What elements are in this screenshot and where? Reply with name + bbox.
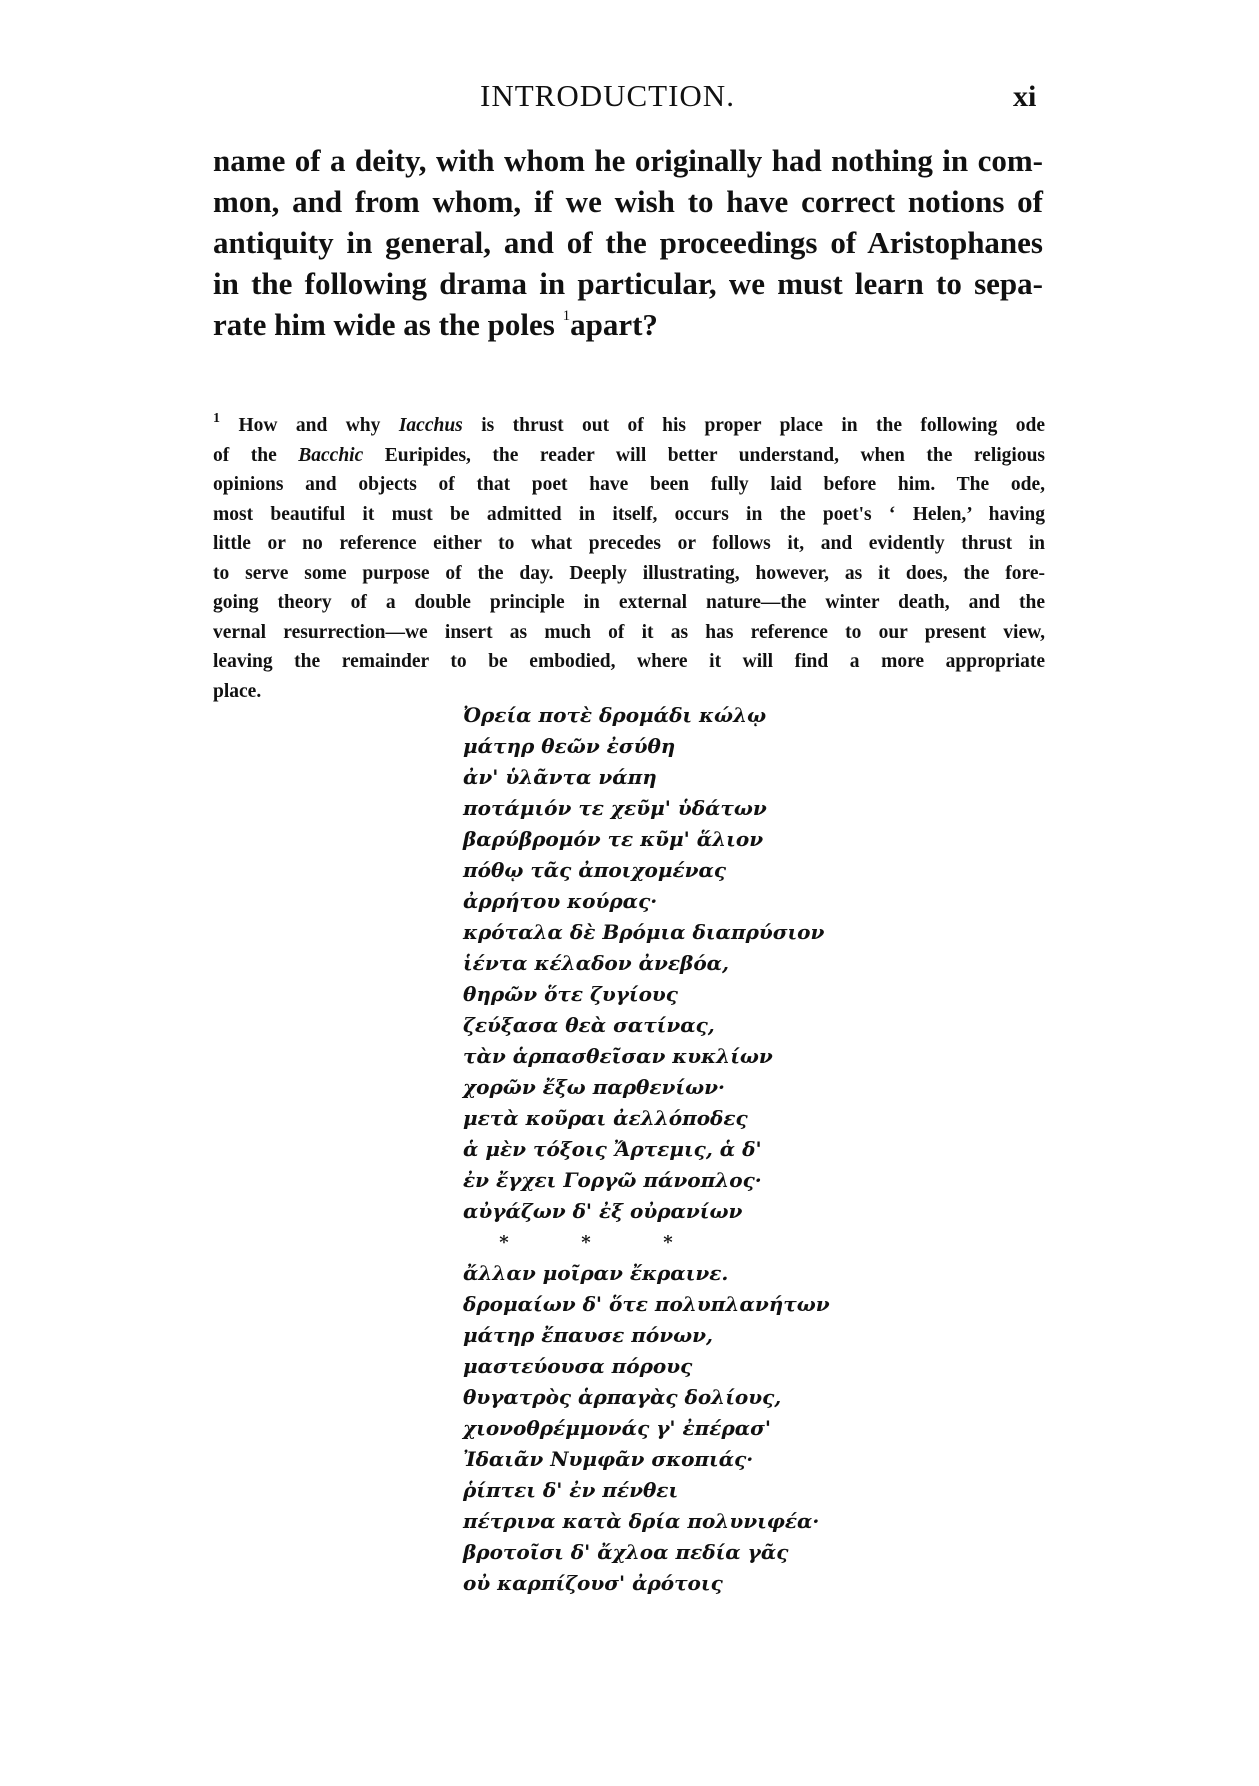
footnote-italic-term: Iacchus [398, 415, 463, 436]
verse-line: ἱέντα κέλαδον ἀνεβόα, [463, 951, 730, 975]
body-line: antiquity in general, and of the proceedings of Aristophanes [213, 225, 1043, 260]
footnote-line: vernal resurrection—we insert as much of it as has reference to our present view, [213, 621, 1045, 643]
footnote-line [213, 441, 1045, 471]
footnote-marker: 1 [213, 410, 220, 426]
verse-line: μάτηρ ἔπαυσε πόνων, [463, 1323, 713, 1347]
body-line: mon, and from whom, if we wish to have correct notions of [213, 184, 1043, 219]
running-title: INTRODUCTION. [480, 78, 735, 113]
verse-omission-asterisks [463, 1227, 983, 1258]
footnote-text: is thrust out of his proper place in the following ode [481, 415, 1046, 436]
footnote-text: Euripides, the reader will better understand, when the religious [384, 444, 1046, 466]
verse-line: ἀρρήτου κούρας· [463, 889, 658, 913]
verse-line: θυγατρὸς ἁρπαγὰς δολίους, [463, 1385, 782, 1409]
verse-line: μετὰ κοῦραι ἀελλόποδες [463, 1106, 748, 1130]
footnote-line: little or no reference either to what precedes or follows it, and evidently thrust in [213, 533, 1045, 554]
body-line [213, 304, 1043, 345]
verse-line: μαστεύουσα πόρους [463, 1354, 693, 1378]
verse-line: βροτοῖσι δ' ἄχλοα πεδία γᾶς [463, 1540, 789, 1564]
verse-line: ἄλλαν μοῖραν ἔκραινε. [463, 1261, 729, 1285]
verse-line: κρόταλα δὲ Βρόμια διαπρύσιον [463, 920, 825, 944]
footnote-text: of the [213, 444, 277, 466]
verse-line: δρομαίων δ' ὅτε πολυπλανήτων [463, 1292, 830, 1316]
footnote-text: How and why [238, 415, 381, 436]
footnote-reference[interactable]: 1 [562, 307, 571, 324]
footnote-line: place. [213, 680, 262, 702]
verse-line: ζεύξασα θεὰ σατίνας, [463, 1013, 715, 1037]
verse-line: ἁ μὲν τόξοις Ἄρτεμις, ἁ δ' [463, 1137, 762, 1161]
verse-line: ἐν ἔγχει Γοργῶ πάνοπλος· [463, 1168, 762, 1192]
footnote-line: leaving the remainder to be embodied, where it will find a more appropriate [213, 651, 1045, 672]
body-line-end: apart? [570, 307, 658, 342]
verse-line: οὐ καρπίζουσ' ἀρότοις [463, 1571, 723, 1595]
footnote-line: to serve some purpose of the day. Deeply illustrating, however, as it does, the fore- [213, 562, 1045, 584]
verse-line: χιονοθρέμμονάς γ' ἐπέρασ' [463, 1416, 772, 1440]
verse-line: τὰν ἁρπασθεῖσαν κυκλίων [463, 1044, 773, 1068]
footnote-line: opinions and objects of that poet have been fully laid before him. The ode, [213, 474, 1045, 495]
verse-line: ῥίπτει δ' ἐν πένθει [463, 1478, 679, 1502]
verse-line: χορῶν ἔξω παρθενίων· [463, 1075, 725, 1099]
body-paragraph [213, 140, 1043, 345]
asterisk: * [663, 1232, 673, 1253]
verse-line: πέτρινα κατὰ δρία πολυνιφέα· [463, 1509, 820, 1533]
body-line-text: rate him wide as the poles [213, 307, 555, 342]
verse-line: μάτηρ θεῶν ἐσύθη [463, 734, 676, 758]
body-line: name of a deity, with whom he originally had nothing in com- [213, 143, 1043, 178]
verse-line: βαρύβρομόν τε κῦμ' ἅλιον [463, 827, 764, 851]
footnote-italic-term: Bacchic [298, 444, 364, 466]
verse-line: πόθῳ τᾶς ἀποιχομένας [463, 858, 727, 882]
page-number: xi [1013, 80, 1037, 113]
verse-line: αὐγάζων δ' ἐξ οὐρανίων [463, 1199, 743, 1223]
verse-line: θηρῶν ὅτε ζυγίους [463, 982, 678, 1006]
greek-verse [463, 700, 983, 1599]
verse-line: ἀν' ὑλᾶντα νάπη [463, 765, 657, 789]
asterisk: * [499, 1232, 509, 1253]
verse-line: Ὀρεία ποτὲ δρομάδι κώλῳ [463, 703, 767, 727]
footnote-line [213, 411, 1045, 441]
body-line: in the following drama in particular, we must learn to sepa- [213, 266, 1043, 301]
footnote-line: going theory of a double principle in external nature—the winter death, and the [213, 592, 1045, 613]
footnote [213, 411, 1045, 706]
asterisk: * [581, 1232, 591, 1253]
footnote-line: most beautiful it must be admitted in itself, occurs in the poet's ‘ Helen,’ having [213, 503, 1045, 525]
verse-line: Ἰδαιᾶν Νυμφᾶν σκοπιάς· [463, 1447, 754, 1471]
verse-line: ποτάμιόν τε χεῦμ' ὑδάτων [463, 796, 767, 820]
